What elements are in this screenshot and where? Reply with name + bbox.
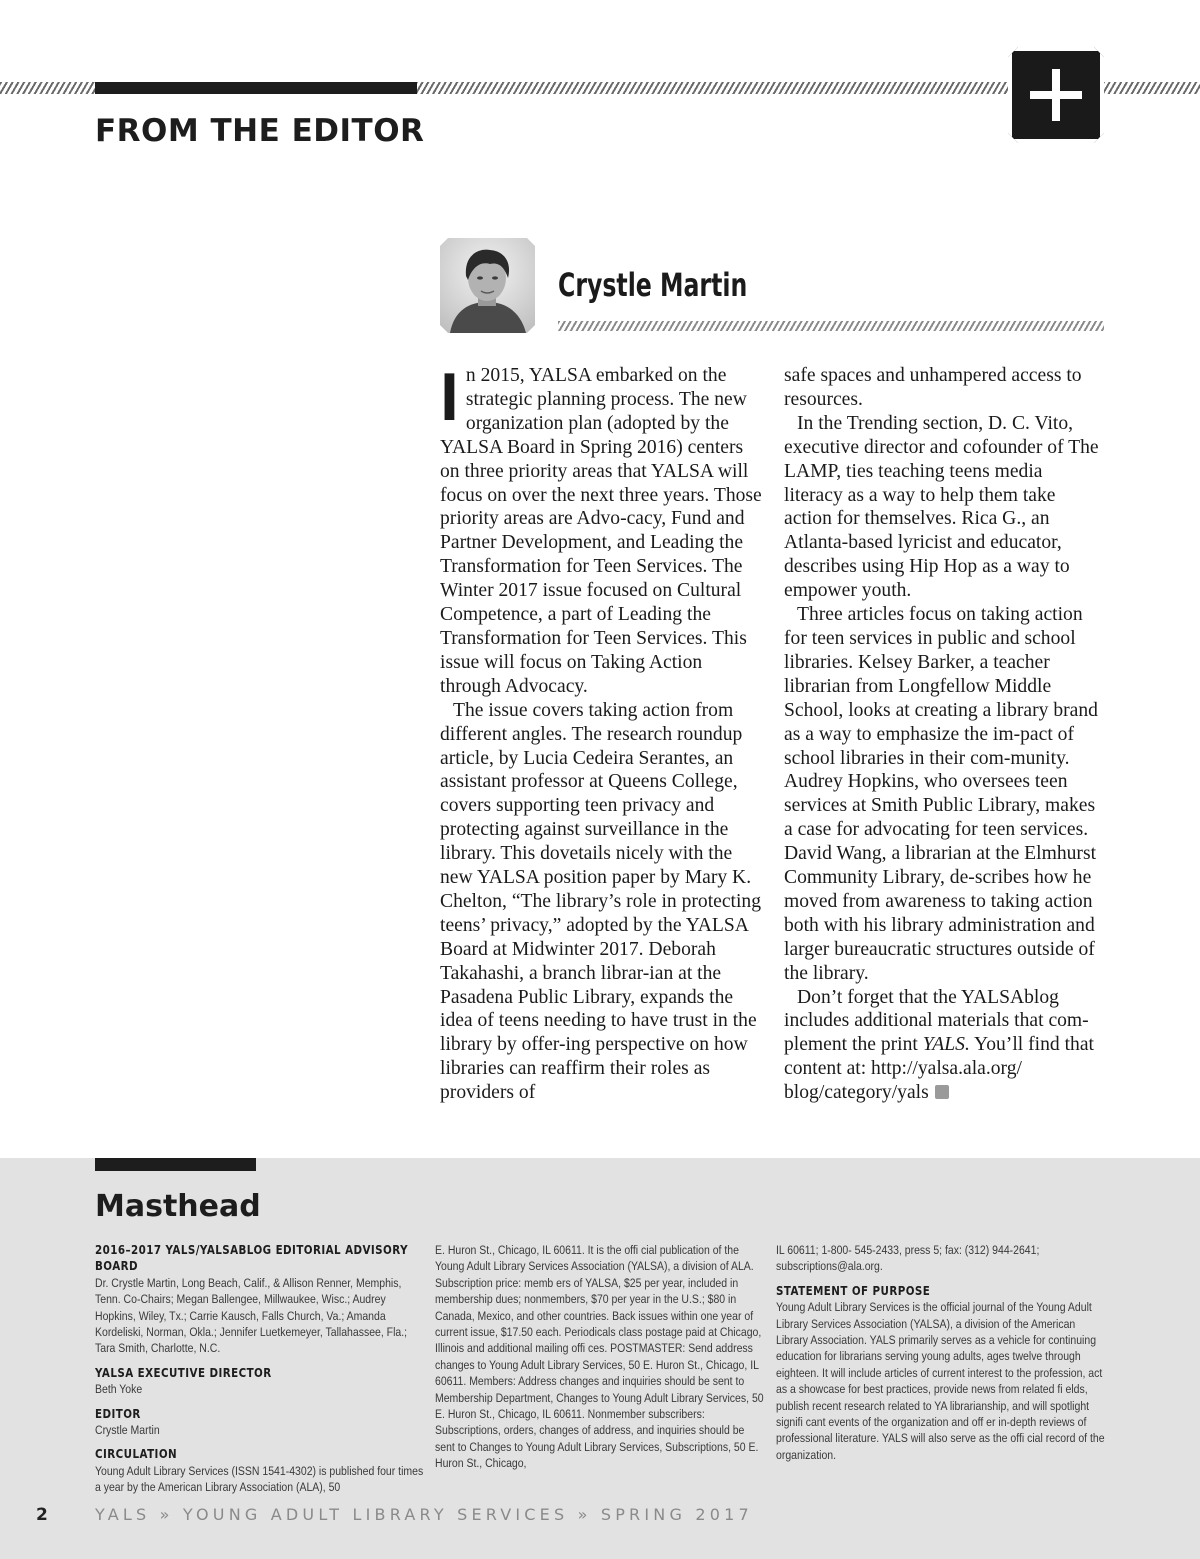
circulation-heading: CIRCULATION bbox=[95, 1447, 178, 1462]
section-title: FROM THE EDITOR bbox=[95, 113, 425, 149]
closing-text: Don’t forget that the YALSAblog includes additional materials that com-plement the print bbox=[784, 986, 1089, 1056]
plus-icon bbox=[1008, 47, 1104, 143]
author-hatch-rule bbox=[558, 321, 1104, 331]
article-paragraph: In the Trending section, D. C. Vito, executive director and cofounder of The LAMP, ties teaching teens media literacy as a way to help them take action for themselves. Rica G., an Atlanta-based lyricist and educator, describes using Hip Hop as a way to empower youth. bbox=[784, 412, 1099, 602]
masthead-title: Masthead bbox=[95, 1189, 261, 1224]
journal-title-italic: YALS. bbox=[922, 1034, 970, 1056]
editor-heading: EDITOR bbox=[95, 1406, 141, 1421]
circulation-text: Young Adult Library Services (ISSN 1541-4302) is published four times a year by the American Library Association (ALA), 50 bbox=[95, 1463, 424, 1495]
drop-cap: I bbox=[440, 359, 459, 435]
purpose-text: Young Adult Library Services is the official journal of the Young Adult Library Services Association (YALSA), a division of the American Library Association. YALS primarily serves as a vehicle for continuing education for librarians serving young adults, ages twelve through eighteen. It will include articles of current interest to the profession, act as a showcase for best practices, provide news from related fi elds, publish recent research related to YA librarianship, and will spotlight signifi cant events of the organization and off er in-depth reviews of professional literature. YALS will also serve as the offi cial record of the organization. bbox=[776, 1300, 1105, 1462]
article-closing-paragraph bbox=[784, 986, 1106, 1106]
masthead-accent-bar bbox=[95, 1158, 256, 1171]
purpose-heading: STATEMENT OF PURPOSE bbox=[776, 1283, 931, 1298]
author-name: Crystle Martin bbox=[558, 266, 748, 304]
board-text: Dr. Crystle Martin, Long Beach, Calif., & Allison Renner, Memphis, Tenn. Co-Chairs; Megan Ballengee, Millwaukee, Wisc.; Audrey Hopkins, Wiley, Tx.; Carrie Kausch, Falls Church, Va.; Amanda Kordeliski, Norman, Okla.; Jennifer Luetkemeyer, Tallahassee, Fla.; Tara Smith, Charlotte, N.C. bbox=[95, 1275, 408, 1356]
article-column-right bbox=[784, 364, 1106, 1105]
closing-link-text: You’ll find that content at: http://yalsa.ala.org/ blog/category/yals bbox=[784, 1034, 1094, 1104]
article-paragraph: Three articles focus on taking action for teen services in public and school libraries. Kelsey Barker, a teacher librarian from Longfellow Middle School, looks at creating a library brand as a way to emphasize the im-pact of school libraries in their com-munity. Audrey Hopkins, who oversees teen services at Smith Public Library, makes a case for advocating for teen services. David Wang, a librarian at the Elmhurst Community Library, de-scribes how he moved from awareness to taking action both with his library administration and larger bureaucratic structures outside of the library. bbox=[784, 604, 1098, 984]
masthead-column-3 bbox=[776, 1242, 1106, 1463]
article-paragraph: n 2015, YALSA embarked on the strategic planning process. The new organization plan (adopted by the YALSA Board in Spring 2016) centers on three priority areas that YALSA will focus on over the next three years. Those priority areas are Advo-cacy, Fund and Partner Development, and Leading the Transformation for Teen Services. The Winter 2017 issue focused on Cultural Competence, a part of Leading the Transformation for Teen Services. This issue will focus on Taking Action through Advocacy. bbox=[440, 365, 762, 697]
page-number: 2 bbox=[36, 1505, 48, 1525]
author-portrait bbox=[440, 238, 535, 333]
masthead-column-1 bbox=[95, 1242, 425, 1496]
director-heading: YALSA EXECUTIVE DIRECTOR bbox=[95, 1365, 272, 1380]
running-head: YALS » YOUNG ADULT LIBRARY SERVICES » SPRING 2017 bbox=[95, 1505, 753, 1524]
board-heading: 2016–2017 YALS/YALSABLOG EDITORIAL ADVISORY BOARD bbox=[95, 1243, 408, 1274]
circulation-text-continued: E. Huron St., Chicago, IL 60611. It is the offi cial publication of the Young Adult Library Services Association (YALSA), a division of ALA. Subscription price: memb ers of YALSA, $25 per year, included in membership dues; nonmembers, $70 per year in the U.S.; $80 in Canada, Mexico, and other countries. Back issues within one year of current issue, $17.50 each. Periodicals class postage paid at Chicago, Illinois and additional mailing offi ces. POSTMASTER: Send address changes to Young Adult Library Services, 50 E. Huron St., Chicago, IL 60611. Members: Address changes and inquiries should be sent to Membership Department, Changes to Young Adult Library Services, 50 E. Huron St., Chicago, IL 60611. Nonmember subscribers: Subscriptions, orders, changes of address, and inquiries should be sent to Changes to Young Adult Library Services, Subscriptions, 50 E. Huron St., Chicago, bbox=[435, 1243, 764, 1471]
article-paragraph: The issue covers taking action from different angles. The research roundup article, by Lucia Cedeira Serantes, an assistant professor at Queens College, covers supporting teen privacy and protecting against surveillance in the library. This dovetails nicely with the new YALSA position paper by Mary K. Chelton, “The library’s role in protecting teens’ privacy,” adopted by the YALSA Board at Midwinter 2017. Deborah Takahashi, a branch librar-ian at the Pasadena Public Library, expands the idea of teens needing to have trust in the library by offer-ing perspective on how libraries can reaffirm their roles as providers of bbox=[440, 699, 762, 1104]
plus-icon-glyph bbox=[1012, 51, 1100, 139]
editor-name: Crystle Martin bbox=[95, 1423, 160, 1438]
director-name: Beth Yoke bbox=[95, 1382, 143, 1397]
end-mark-icon bbox=[935, 1085, 949, 1099]
header-accent-bar bbox=[95, 82, 417, 94]
article-column-left bbox=[440, 359, 762, 1105]
masthead-column-2 bbox=[435, 1242, 765, 1472]
page-footer bbox=[36, 1505, 753, 1525]
article-paragraph: safe spaces and unhampered access to resources. bbox=[784, 365, 1082, 410]
circulation-text-end: IL 60611; 1-800- 545-2433, press 5; fax: (312) 944-2641; subscriptions@ala.org. bbox=[776, 1243, 1040, 1274]
